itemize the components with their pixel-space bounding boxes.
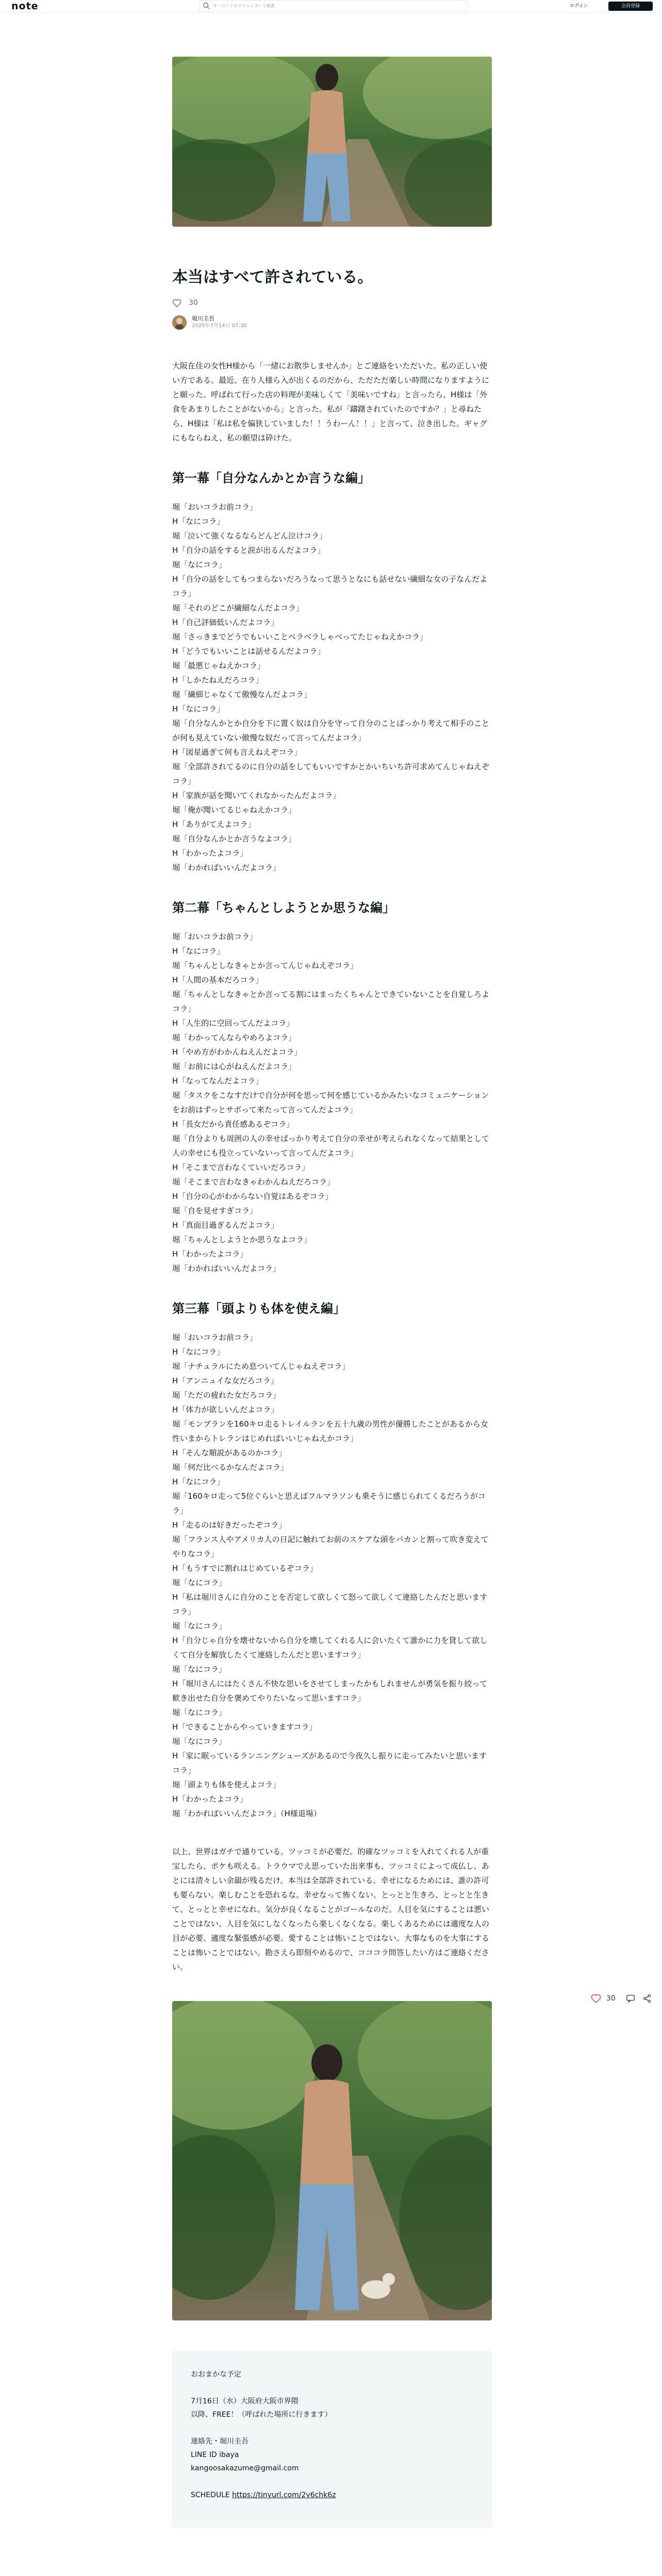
dialogue-line: H「私は堀川さんに自分のことを否定して欲しくて怒って欲しくて連絡したんだと思いますコラ」 <box>172 1592 488 1616</box>
dialogue-line: H「体力が欲しいんだよコラ」 <box>172 1405 279 1414</box>
signup-button[interactable]: 会員登録 <box>608 2 653 11</box>
dialogue-line: 堀「なにコラ」 <box>172 1665 227 1674</box>
dialogue-line: H「堀川さんにはたくさん不快な思いをさせてしまったかもしれませんが勇気を振り絞って歓き出せた自分を褒めてやりたいなって思いますコラ」 <box>172 1679 488 1703</box>
note-logo[interactable]: note <box>11 1 39 12</box>
dialogue-line: H「なにコラ」 <box>172 1347 225 1357</box>
dialogue-line: 堀「自を見せすぎコラ」 <box>172 1206 258 1215</box>
dialogue-line: 堀「なにコラ」 <box>172 1708 227 1717</box>
info-schedule: 7月16日（水）大阪府大阪市界隈 <box>191 2397 299 2405</box>
dialogue-line: H「もうすでに割れはじめているぞコラ」 <box>172 1564 318 1573</box>
dialogue-line: H「なにコラ」 <box>172 704 225 714</box>
like-heart-icon[interactable] <box>591 1994 601 2003</box>
dialogue-line: H「どうでもいいことは話せるんだよコラ」 <box>172 647 325 656</box>
dialogue-line: H「自分の話をすると涙が出るんだよコラ」 <box>172 546 325 555</box>
dialogue-line: H「人生的に空回ってんだよコラ」 <box>172 1019 294 1028</box>
info-heading: おおまかな予定 <box>191 2370 241 2379</box>
dialogue-line: 堀「わかればいいんだよコラ」 <box>172 863 281 872</box>
dialogue-line: H「自分の話をしてもつまらないだろうなって思うとなにも話せない繊細な女の子なんだよコラ」 <box>172 574 488 598</box>
dialogue-line: 堀「モンブランを160キロ走るトレイルランを五十九歳の男性が優勝したことがあるから女性いまからトレランはじめればいいじゃねえかコラ」 <box>172 1419 488 1443</box>
dialogue-line: H「自分じゃ自分を壊せないから自分を壊してくれる人に会いたくて誰かに力を貸して欲しくて自分を解放したくて連絡したんだと思いますコラ」 <box>172 1636 488 1659</box>
section-title: 第三幕「頭よりも体を使え編」 <box>172 1301 345 1316</box>
dialogue-line: H「なにコラ」 <box>172 946 225 956</box>
dialogue-sections <box>172 469 492 1821</box>
post-date: 2025年7月14日 07:30 <box>192 323 247 329</box>
dialogue-line: H「やめ方がわかんねえんだよコラ」 <box>172 1047 302 1057</box>
info-email: kangoosakazume@gmail.com <box>191 2464 299 2472</box>
dialogue-line: 堀「何だ比べるかなんだよコラ」 <box>172 1463 289 1472</box>
site-header <box>0 0 662 13</box>
dialogue-line: 堀「わかってんならやめろよコラ」 <box>172 1033 296 1042</box>
dialogue-line: H「走るのは好きだったぞコラ」 <box>172 1520 287 1530</box>
article-title: 本当はすべて許されている。 <box>172 268 373 286</box>
dialogue-line: H「自己評価低いんだよコラ」 <box>172 618 279 627</box>
dialogue-line: 堀「おいコラお前コラ」 <box>172 502 258 512</box>
section-title: 第二幕「ちゃんとしようとか思うな編」 <box>172 901 395 915</box>
article-body <box>172 359 492 1974</box>
section-title: 第一幕「自分なんかとか言うな編」 <box>172 471 370 485</box>
dialogue-line: 堀「おいコラお前コラ」 <box>172 1333 258 1342</box>
schedule-link[interactable]: https://tinyurl.com/2y6chk6z <box>232 2491 336 2499</box>
dialogue-line: H「なにコラ」 <box>172 517 225 526</box>
dialogue-line: 堀「なにコラ」 <box>172 1621 227 1631</box>
like-count: 30 <box>189 299 198 307</box>
search-icon <box>203 2 210 9</box>
dialogue-line: H「家に眠っているランニングシューズがあるので今夜久し振りに走ってみたいと思いますコラ」 <box>172 1751 487 1775</box>
dialogue-line: H「長女だから責任感あるぞコラ」 <box>172 1120 294 1129</box>
info-contact-heading: 連絡先・堀川圭吾 <box>191 2437 249 2446</box>
dialogue-line: 堀「全部許されてるのに自分の話をしてもいいですかとかいちいち許可求めてんじゃねえぞコラ」 <box>172 762 490 786</box>
dialogue-line: H「できることからやっていきますコラ」 <box>172 1722 317 1732</box>
article <box>172 57 492 2528</box>
login-button[interactable]: ログイン <box>557 2 601 11</box>
dialogue-line: 堀「なにコラ」 <box>172 560 227 569</box>
dialogue-line: 堀「自分よりも周囲の人の幸せばっかり考えて自分の幸せが考えられなくなって結果として人の幸せにも役立っていないって言ってんだよコラ」 <box>172 1134 490 1158</box>
dialogue-line: H「しかたねえだろコラ」 <box>172 675 263 685</box>
dialogue-line: 堀「さっきまでどうでもいいことベラベラしゃべってたじゃねえかコラ」 <box>172 632 428 641</box>
dialogue-line: H「アンニュイな女だろコラ」 <box>172 1376 278 1385</box>
dialogue-line: 堀「お前には心がねえんだよコラ」 <box>172 1062 296 1071</box>
dialogue-line: 堀「わかればいいんだよコラ」（H様退場） <box>172 1809 321 1818</box>
floating-action-bar <box>591 1994 659 2003</box>
dialogue-line: 堀「自分なんかとか言うなよコラ」 <box>172 834 296 843</box>
dialogue-line: H「図星過ぎて何も言えねえぞコラ」 <box>172 748 302 757</box>
info-schedule-row <box>191 2488 473 2502</box>
dialogue-line: H「ありがてえよコラ」 <box>172 820 256 829</box>
dialogue-line: 堀「ちゃんとしようとか思うなよコラ」 <box>172 1235 312 1244</box>
dialogue-line: 堀「俺が聞いてるじゃねえかコラ」 <box>172 805 296 815</box>
info-line-id: LINE ID ibaya <box>191 2451 239 2459</box>
closing-paragraph: 以上、世界はガチで通りている。ツッコミが必要だ。的確なツッコミを入れてくれる人が重宝したら、ボケも咲える。トラウマでえ思っていた出来事も、ツッコミによって成仏し、あとには清々しい余韻が残るだけ。本当は全部許されている。幸せになるためには、誰の許可も要らない。楽しむことを恐れるな。幸せなって怖くない。とっとと生きろ、とっとと生きて、とっとと幸せになれ。気分が良くなることがゴールなのだ。人目を気にすることは悪いことではない。人目を気にしなくなったら楽しくなくなる。楽しくあるためには適度な人の目が必要。適度な緊張感が必要。愛することは怖いことではない。大事なものを大事にすることは怖いことではない。勘さえら即刻やめるので、コココラ問答したい方はご連絡ください。 <box>172 1847 490 1972</box>
dialogue-line: 堀「160キロ走って5位ぐらいと思えばフルマラソンも乗そうに感じられてくるだろうがコラ」 <box>172 1492 486 1515</box>
dialogue-line: 堀「ナチュラルにため息ついてんじゃねえぞコラ」 <box>172 1362 350 1371</box>
heart-icon[interactable] <box>172 299 181 307</box>
info-schedule-note: 以降、FREE！（呼ばれた場所に行きます） <box>191 2411 332 2419</box>
dialogue-line: 堀「タスクをこなすだけで自分が何を思って何を感じているかみたいなコミュニケーションをお前はずっとサボって来たって言ってんだよコラ」 <box>172 1091 489 1114</box>
dialogue-line: H「そんな順説があるのかコラ」 <box>172 1448 287 1458</box>
dialogue-line: H「家族が話を聞いてくれなかったんだよコラ」 <box>172 791 341 800</box>
dialogue-line: 堀「自分なんかとか自分を下に置く奴は自分を守って自分のことばっかり考えて相手のことが何も見えていない傲慢な奴だって言ってんだよコラ」 <box>172 719 490 742</box>
fab-like-count: 30 <box>606 1994 616 2003</box>
dialogue-line: H「自分の心がわからない自覚はあるぞコラ」 <box>172 1192 333 1201</box>
author-name[interactable]: 堀川圭吾 <box>192 315 214 322</box>
dialogue-line: 堀「なにコラ」 <box>172 1737 227 1746</box>
dialogue-line: 堀「ちゃんとしなきゃとか言ってんじゃねえぞコラ」 <box>172 961 358 970</box>
comment-icon[interactable] <box>626 1994 635 2003</box>
dialogue-line: 堀「ただの疲れた女だろコラ」 <box>172 1391 281 1400</box>
dialogue-line: H「なにコラ」 <box>172 1477 225 1486</box>
dialogue-line: 堀「わかればいいんだよコラ」 <box>172 1264 281 1273</box>
dialogue-line: 堀「それのどこが繊細なんだよコラ」 <box>172 603 304 613</box>
like-bar <box>172 299 492 307</box>
dialogue-line: H「わかったよコラ」 <box>172 849 248 858</box>
dialogue-line: 堀「そこまで言わなきゃわかんねえだろコラ」 <box>172 1177 335 1187</box>
dialogue-line: H「真面目過ぎるんだよコラ」 <box>172 1221 279 1230</box>
dialogue-line: 堀「フランス人やアメリカ人の日記に触れてお前のスケアな頭をパカンと割って吹き変えてやりなコラ」 <box>172 1535 489 1558</box>
second-image <box>172 2001 492 2320</box>
dialogue-line: H「わかったよコラ」 <box>172 1794 248 1804</box>
avatar[interactable] <box>172 315 187 330</box>
hero-image <box>172 57 492 227</box>
dialogue-line: 堀「ちゃんとしなきゃとか言ってる割にはまったくちゃんとできていないことを自覚しろよコラ」 <box>172 990 490 1013</box>
dialogue-line: H「わかったよコラ」 <box>172 1249 248 1259</box>
author-info <box>172 315 492 330</box>
dialogue-line: H「なってなんだよコラ」 <box>172 1076 263 1086</box>
dialogue-line: H「人間の基本だろコラ」 <box>172 975 263 985</box>
search-box[interactable] <box>199 0 467 11</box>
info-box <box>172 2350 492 2528</box>
dialogue-line: 堀「頭よりも体を使えよコラ」 <box>172 1780 281 1789</box>
dialogue-line: 堀「最悪じゃねえかコラ」 <box>172 661 266 670</box>
dialogue-line: 堀「おいコラお前コラ」 <box>172 932 258 941</box>
info-schedule-label: SCHEDULE <box>191 2491 230 2499</box>
share-icon[interactable] <box>642 1994 652 2003</box>
search-input[interactable] <box>213 4 455 8</box>
dialogue-line: H「そこまで言わなくていいだろコラ」 <box>172 1163 310 1172</box>
dialogue-line: 堀「繊細じゃなくて傲慢なんだよコラ」 <box>172 690 312 699</box>
dialogue-line: 堀「泣いて強くなるならどんどん泣けコラ」 <box>172 531 327 540</box>
dialogue-line: 堀「なにコラ」 <box>172 1578 227 1587</box>
intro-paragraph: 大阪在住の女性H様から「一緒にお散歩しませんか」とご連絡をいただいた。私の正しい使い方である。最近、在り人様ら入が出くるのだから、ただただ楽しい時間になりますようにと願った。呼ばれて行った店の料理が美味しくて「美味いですね」と言ったら、H様は「外食をあまりしたことがないから」と言った。私が「躊躇されていたのですか？」と尋ねたら、H様は「私は私を偏狭していました！！うわーん！！」と言って、泣き出した。ギャグにもならねえ、私の願望は砕けた。 <box>172 361 490 443</box>
